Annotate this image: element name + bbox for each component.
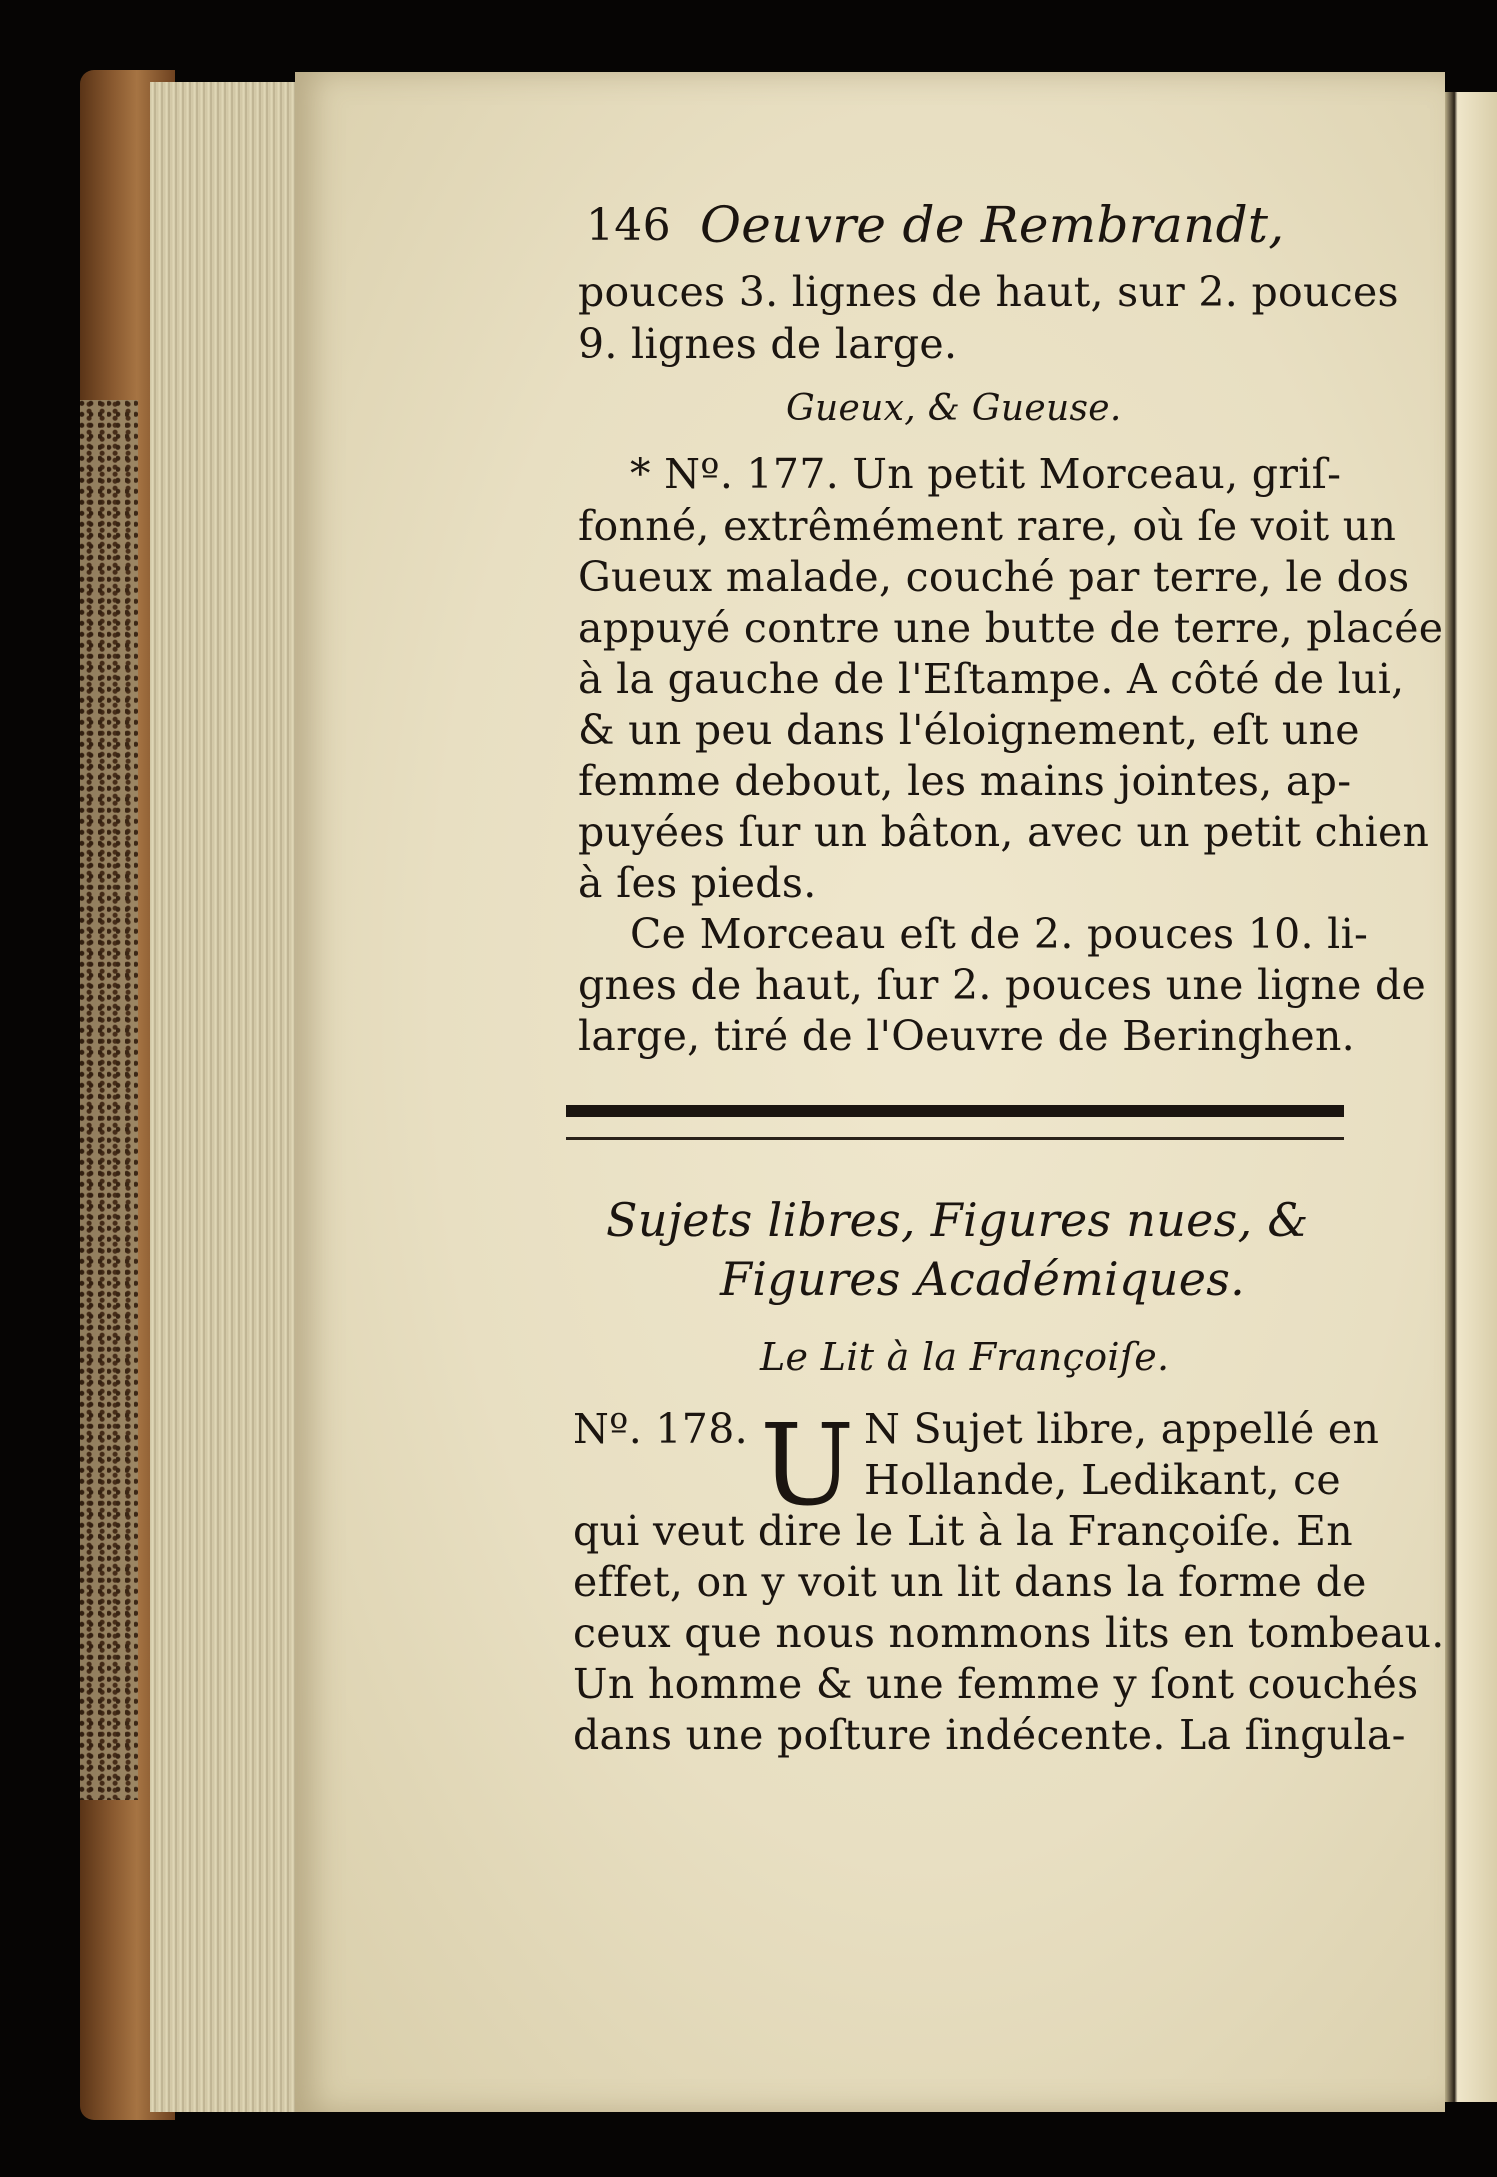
section-title-line: Sujets libres, Figures nues, & [606,1193,1309,1247]
subtitle-lit: Le Lit à la Françoiſe. [760,1335,1170,1379]
subtitle-gueux: Gueux, & Gueuse. [786,388,1122,429]
text-line: femme debout, les mains jointes, ap- [578,757,1352,805]
book-page [295,72,1445,2112]
page-number: 146 [586,200,671,251]
text-line: N Sujet libre, appellé en [864,1405,1380,1453]
section-title-line: Figures Académiques. [720,1252,1246,1306]
text-line: effet, on y voit un lit dans la forme de [573,1558,1367,1606]
page-edges [150,82,296,2112]
text-line: à ſes pieds. [578,859,817,907]
text-line: Gueux malade, couché par terre, le dos [578,553,1410,601]
marbled-cover [80,400,138,1800]
text-line: Ce Morceau eſt de 2. pouces 10. li- [630,910,1369,958]
facing-page-edge [1445,92,1497,2102]
text-line: à la gauche de l'Eſtampe. A côté de lui, [578,655,1405,703]
text-line: dans une poſture indécente. La ſingula- [573,1711,1406,1759]
text-line: 9. lignes de large. [578,320,958,368]
entry-label: Nº. 178. [573,1405,748,1453]
ornamental-rule [566,1105,1344,1117]
running-head: Oeuvre de Rembrandt, [700,196,1285,254]
drop-cap: U [760,1401,855,1531]
text-line: fonné, extrêmément rare, où ſe voit un [578,502,1397,550]
ornamental-rule-thin [566,1137,1344,1140]
text-line: * Nº. 177. Un petit Morceau, griſ- [630,450,1342,498]
text-line: pouces 3. lignes de haut, sur 2. pouces [578,268,1399,316]
text-line: large, tiré de l'Oeuvre de Beringhen. [578,1012,1355,1060]
text-line: Un homme & une femme y ſont couchés [573,1660,1419,1708]
text-line: & un peu dans l'éloignement, eſt une [578,706,1360,754]
text-line: puyées ſur un bâton, avec un petit chien [578,808,1430,856]
text-line: Hollande, Ledikant, ce [864,1456,1341,1504]
text-line: qui veut dire le Lit à la Françoiſe. En [573,1507,1353,1555]
text-line: ceux que nous nommons lits en tombeau. [573,1609,1445,1657]
text-line: appuyé contre une butte de terre, placée [578,604,1444,652]
text-line: gnes de haut, ſur 2. pouces une ligne de [578,961,1427,1009]
